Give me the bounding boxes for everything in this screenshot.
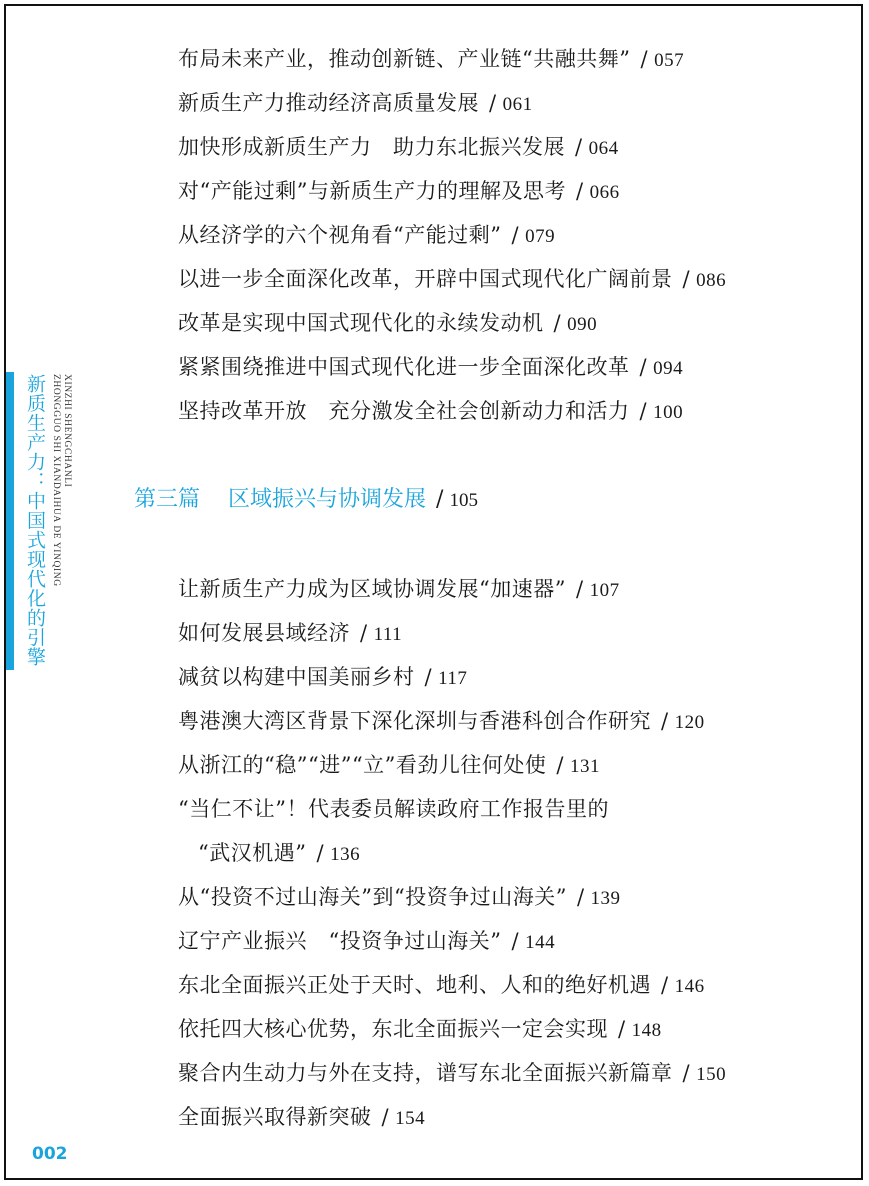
toc-separator: / [639, 399, 648, 423]
toc-entry-title: 依托四大核心优势，东北全面振兴一定会实现 [178, 1017, 608, 1041]
toc-separator: / [576, 885, 585, 909]
toc-entry [178, 576, 620, 604]
toc-separator: / [640, 47, 649, 71]
toc-entry-page: 154 [395, 1108, 426, 1129]
toc-entry [178, 972, 705, 1000]
toc-entry-title: 改革是实现中国式现代化的永续发动机 [178, 311, 544, 335]
pinyin-line-2: ZHONGGUO SHI XIANDAIHUA DE YINQING [51, 374, 61, 587]
toc-separator: / [489, 91, 497, 115]
toc-entry [178, 708, 705, 736]
toc-entry-title: 辽宁产业振兴 “投资争过山海关” [178, 929, 502, 953]
toc-entry-page: 136 [330, 844, 361, 865]
running-pinyin-title [50, 374, 72, 587]
toc-separator: / [511, 223, 520, 247]
toc-entry-title: 从“投资不过山海关”到“投资争过山海关” [178, 885, 567, 909]
toc-separator: / [682, 1061, 691, 1085]
toc-separator: / [618, 1017, 626, 1041]
toc-entry-title: 加快形成新质生产力 助力东北振兴发展 [178, 135, 565, 159]
toc-entry-title: 东北全面振兴正处于天时、地利、人和的绝好机遇 [178, 973, 651, 997]
toc-entry-title: 布局未来产业，推动创新链、产业链“共融共舞” [178, 47, 631, 71]
toc-entry-title: “当仁不让”！代表委员解读政府工作报告里的 [178, 797, 609, 821]
toc-entry-page: 131 [570, 756, 600, 777]
toc-separator: / [661, 709, 669, 733]
toc-entry-page: 117 [438, 668, 468, 689]
toc-entry [178, 46, 684, 74]
toc-entry [178, 620, 402, 648]
toc-separator: / [575, 179, 584, 203]
toc-entry [178, 134, 619, 162]
toc-entry-title: 让新质生产力成为区域协调发展“加速器” [178, 577, 566, 601]
toc-entry-page: 139 [590, 888, 621, 909]
toc-entry [178, 222, 555, 250]
toc-entry-title-cont: “武汉机遇” [198, 841, 307, 865]
toc-entry-page: 094 [653, 358, 684, 379]
toc-entry [178, 354, 683, 382]
book-page [4, 4, 863, 1180]
toc-entry-page: 086 [696, 270, 727, 291]
toc-separator: / [360, 621, 368, 645]
toc-entry [178, 178, 620, 206]
toc-entry [178, 796, 609, 822]
page-number: 002 [32, 1144, 68, 1164]
toc-entry [178, 90, 533, 118]
toc-separator: / [436, 487, 444, 512]
toc-entry-page: 079 [525, 226, 556, 247]
toc-entry-page: 150 [696, 1064, 727, 1085]
toc-entry-page: 146 [674, 976, 705, 997]
section-label: 第三篇 [134, 487, 201, 512]
toc-entry-page: 111 [373, 624, 403, 645]
toc-entry [178, 266, 726, 294]
toc-separator: / [424, 665, 433, 689]
toc-entry-title: 紧紧围绕推进中国式现代化进一步全面深化改革 [178, 355, 630, 379]
toc-entry-page: 144 [525, 932, 556, 953]
toc-entry-page: 064 [588, 138, 619, 159]
toc-entry-page: 061 [502, 94, 533, 115]
toc-entry-page: 120 [674, 712, 705, 733]
section-title: 区域振兴与协调发展 [228, 487, 427, 512]
toc-entry-title: 全面振兴取得新突破 [178, 1105, 372, 1129]
running-book-title: 新质生产力：中国式现代化的引擎 [24, 374, 46, 667]
toc-entry [178, 1060, 726, 1088]
toc-entry [178, 664, 467, 692]
toc-separator: / [575, 135, 583, 159]
toc-entry-continuation [198, 840, 360, 868]
toc-entry-title: 以进一步全面深化改革，开辟中国式现代化广阔前景 [178, 267, 673, 291]
toc-entry-title: 如何发展县域经济 [178, 621, 350, 645]
toc-separator: / [639, 355, 648, 379]
toc-entry-title: 新质生产力推动经济高质量发展 [178, 91, 479, 115]
side-accent-bar [6, 372, 14, 670]
toc-entry [178, 1104, 425, 1132]
toc-entry-page: 100 [653, 402, 684, 423]
toc-separator: / [553, 311, 562, 335]
toc-separator: / [661, 973, 669, 997]
toc-entry-page: 090 [567, 314, 598, 335]
toc-entry [178, 928, 555, 956]
toc-entry-title: 从浙江的“稳”“进”“立”看劲儿往何处使 [178, 753, 547, 777]
toc-entry [178, 752, 600, 780]
toc-entry [178, 1016, 662, 1044]
toc-separator: / [381, 1105, 390, 1129]
toc-separator: / [575, 577, 584, 601]
toc-entry-page: 107 [589, 580, 620, 601]
toc-separator: / [682, 267, 691, 291]
pinyin-line-1: XINZHI SHENGCHANLI [62, 374, 72, 488]
toc-separator: / [511, 929, 520, 953]
toc-entry-title: 对“产能过剩”与新质生产力的理解及思考 [178, 179, 566, 203]
toc-entry-title: 粤港澳大湾区背景下深化深圳与香港科创合作研究 [178, 709, 651, 733]
toc-entry-title: 从经济学的六个视角看“产能过剩” [178, 223, 502, 247]
toc-separator: / [316, 841, 325, 865]
table-of-contents [6, 6, 861, 1178]
toc-entry-title: 聚合内生动力与外在支持，谱写东北全面振兴新篇章 [178, 1061, 673, 1085]
toc-entry [178, 884, 621, 912]
toc-entry [178, 398, 683, 426]
toc-separator: / [556, 753, 564, 777]
toc-entry-title: 坚持改革开放 充分激发全社会创新动力和活力 [178, 399, 630, 423]
toc-entry-page: 148 [631, 1020, 662, 1041]
section-page: 105 [449, 490, 478, 511]
toc-entry [178, 310, 597, 338]
section-heading [134, 486, 478, 515]
toc-entry-page: 066 [589, 182, 620, 203]
toc-entry-page: 057 [654, 50, 685, 71]
toc-entry-title: 减贫以构建中国美丽乡村 [178, 665, 415, 689]
